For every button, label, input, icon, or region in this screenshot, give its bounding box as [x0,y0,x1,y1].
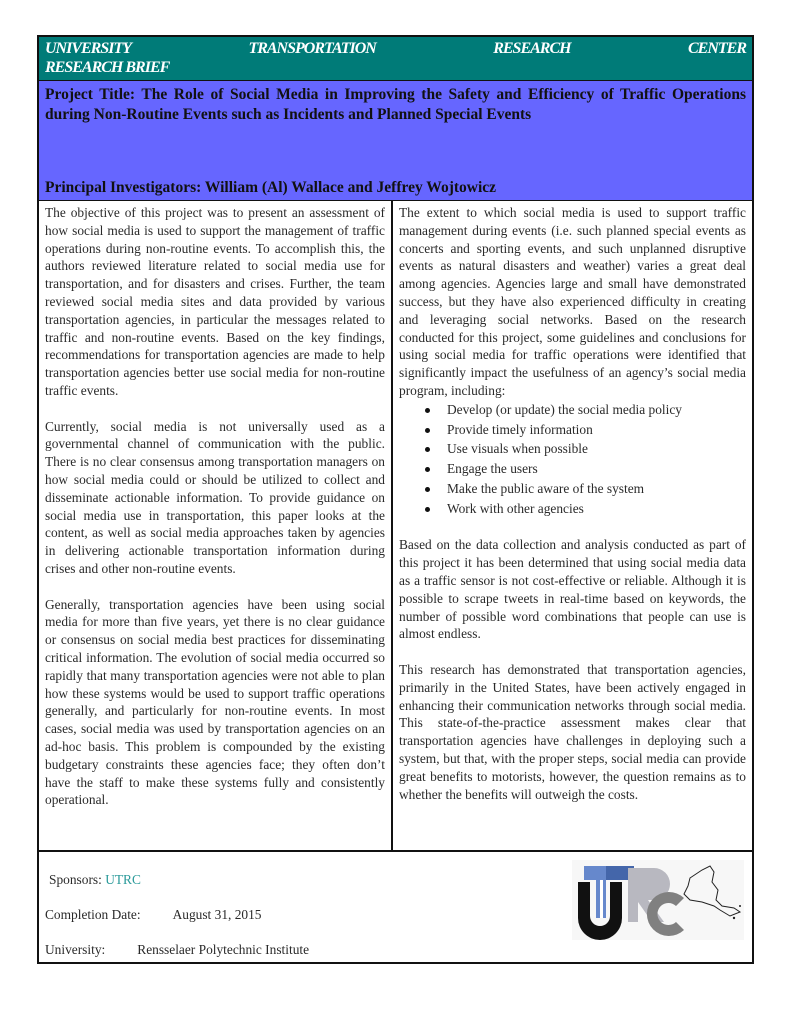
list-item-text: Use visuals when possible [447,441,588,457]
paragraph: The extent to which social media is used to support traffic management during events (i.e. such planned special events as concerts and sporting events, and such unplanned disruptive events as natural disasters and weather) varies a great deal among agencies. Agencies large and small have demonstrated success, but they have also experienced difficulty in creating and leveraging social networks. Based on the research conducted for this project, some guidelines and conclusions for using social media for traffic operations were identified that significantly impact the usefulness of an agency’s social media program, including: [399,205,746,398]
list-item [447,479,746,499]
bullet-icon [425,467,430,472]
list-item [447,400,746,420]
sponsors-label: Sponsors: [49,872,106,887]
sponsors-line [49,872,141,888]
header-banner [37,35,754,81]
list-item-text: Work with other agencies [447,500,584,516]
list-item [447,459,746,479]
list-item [447,420,746,440]
paragraph: Based on the data collection and analysis conducted as part of this project it has been determined that using social media data as a traffic sensor is not cost-effective or reliable. Although it is possible to scrape tweets in real-time based on keywords, the number of possible word combinations that people can use is almost endless. [399,537,746,642]
banner-word: UNIVERSITY [45,40,132,57]
bullet-icon [425,408,430,413]
project-title-box [37,81,754,201]
list-item-text: Develop (or update) the social media policy [447,401,682,417]
banner-title-row [45,39,746,58]
footer-info [37,852,754,964]
bullet-icon [425,447,430,452]
list-item [447,439,746,459]
university-label: University: [45,942,106,957]
paragraph: This research has demonstrated that transportation agencies, primarily in the United States, have been actively engaged in enhancing their communication networks through social media. This state-of-the-practice assessment makes clear that transportation agencies have challenges in deploying such a system, but that, with the proper steps, social media can provide great benefits to motorists, however, the question remains as to whether the benefits will outweigh the costs. [399,661,746,802]
list-item-text: Make the public aware of the system [447,480,645,496]
bullet-icon [425,428,430,433]
utrc-logo-icon [572,860,744,940]
banner-word: TRANSPORTATION [248,40,376,57]
list-item-text: Engage the users [447,461,538,477]
university-line [45,942,309,958]
research-brief-page [37,35,754,964]
paragraph: Currently, social media is not universally used as a governmental channel of communication with the public. There is no clear consensus among transportation managers on how social media could or should be utilized to collect and disseminate actionable information. To provide guidance on social media use in transportation, this paper looks at the content, as well as social media approaches taken by agencies in delivering actionable transportation information during crises and other non-routine events. [45,418,385,576]
completion-line [45,907,262,923]
left-column [39,201,393,850]
banner-subtitle: RESEARCH BRIEF [45,59,170,76]
paragraph: The objective of this project was to present an assessment of how social media is used to support the management of traffic operations during non-routine events. To accomplish this, the authors reviewed literature related to social media use for transportation, and for disasters and crises. Further, the team reviewed social media sites and data provided by various transportation agencies, in particular the messages related to traffic and non-routine events. Based on the key findings, recommendations for transportation agencies are made to help transportation agencies better use social media for non-routine traffic events. [45,205,385,398]
right-column [393,201,752,850]
bullet-icon [425,487,430,492]
completion-label: Completion Date: [45,907,141,922]
guidelines-list [399,400,746,519]
list-item-text: Provide timely information [447,421,593,437]
paragraph: Generally, transportation agencies have been using social media for more than five years, yet there is no clear guidance or consensus on social media best practices for disseminating critical information. The evolution of social media occurred so rapidly that many transportation agencies were not able to plan how these systems would be used to support traffic operations generally, and particularly for non-routine events. In most cases, social media was used by transportation agencies on an ad-hoc basis. This problem is compounded by the existing budgetary constraints these agencies face; they often don’t have the staff to make these systems fully and consistently operational. [45,596,385,808]
list-item [447,499,746,519]
principal-investigators: Principal Investigators: William (Al) Wallace and Jeffrey Wojtowicz [45,179,497,196]
banner-word: RESEARCH [493,40,571,57]
project-title: Project Title: The Role of Social Media in Improving the Safety and Efficiency of Traffic Operations during Non-Routine Events such as Incidents and Planned Special Events [45,86,746,123]
body-columns [37,201,754,852]
sponsors-value: UTRC [105,872,141,887]
completion-value: August 31, 2015 [172,907,262,922]
bullet-icon [425,507,430,512]
university-value: Rensselaer Polytechnic Institute [137,942,310,957]
banner-word: CENTER [687,40,746,57]
